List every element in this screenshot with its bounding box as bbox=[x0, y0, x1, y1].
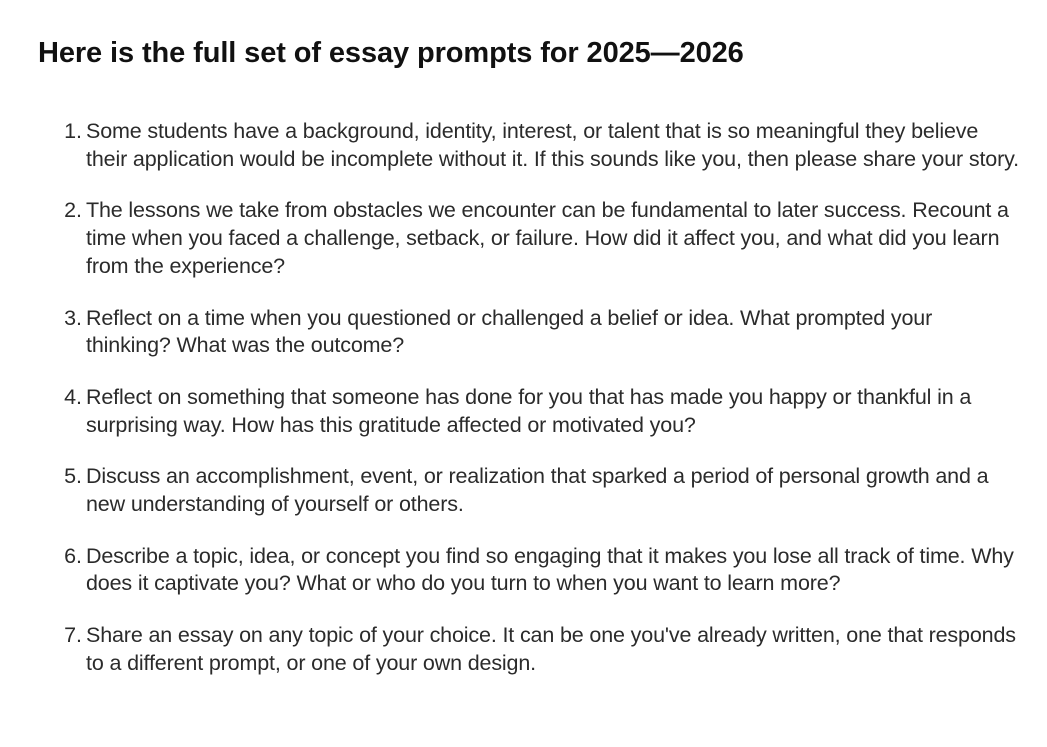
list-item bbox=[0, 543, 1047, 598]
list-item bbox=[0, 622, 1047, 677]
list-item-number: 5. bbox=[64, 464, 82, 489]
list-item bbox=[0, 463, 1047, 518]
list-item-text: The lessons we take from obstacles we encounter can be fundamental to later success. Recount a time when you faced a challenge, setback, or failure. How did it affect you, and what did you learn from the experience? bbox=[86, 198, 1009, 278]
page-title: Here is the full set of essay prompts for 2025—2026 bbox=[38, 37, 744, 69]
list-item-number: 4. bbox=[64, 384, 82, 409]
list-item-number: 6. bbox=[64, 543, 82, 568]
list-item-number: 3. bbox=[64, 305, 82, 330]
list-item bbox=[0, 197, 1047, 280]
list-item-text: Reflect on something that someone has done for you that has made you happy or thankful in a surprising way. How has this gratitude affected or motivated you? bbox=[86, 384, 972, 437]
list-item-number: 2. bbox=[64, 198, 82, 223]
list-item-text: Reflect on a time when you questioned or challenged a belief or idea. What prompted your thinking? What was the outcome? bbox=[86, 305, 933, 358]
list-item bbox=[0, 305, 1047, 360]
list-item-number: 7. bbox=[64, 623, 82, 648]
list-item bbox=[0, 118, 1047, 173]
list-item-text: Describe a topic, idea, or concept you find so engaging that it makes you lose all track of time. Why does it captivate you? What or who do you turn to when you want to learn more? bbox=[86, 543, 1014, 596]
list-item-text: Some students have a background, identity, interest, or talent that is so meaningful they believe their application would be incomplete without it. If this sounds like you, then please share your story. bbox=[86, 119, 1019, 171]
list-item-number: 1. bbox=[64, 119, 82, 143]
essay-prompt-list bbox=[0, 118, 1047, 702]
list-item-text: Share an essay on any topic of your choice. It can be one you've already written, one that responds to a different prompt, or one of your own design. bbox=[86, 623, 1016, 675]
list-item bbox=[0, 384, 1047, 439]
list-item-text: Discuss an accomplishment, event, or realization that sparked a period of personal growth and a new understanding of yourself or others. bbox=[86, 464, 989, 517]
